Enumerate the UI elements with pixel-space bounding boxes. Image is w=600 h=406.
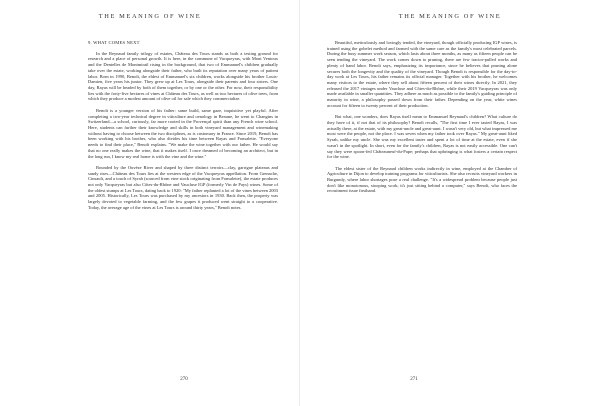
right-page-body	[327, 40, 517, 194]
body-paragraph: Benoît is a younger version of his father: same build, same gaze, inquisitive yet playful. After completing a two-year technical degree in viticulture and oenology in Beaune, he went to Changins in Switzerland—a school, curiously, far more rooted in the Provençal spirit than any French wine school. Here, students can further their knowledge and skills in both vineyard management and winemaking without having to choose between the two disciplines, as is customary in France. Since 2019, Benoît has been working with his brother, who also divides his time between Rayas and Fonsalette. "Everyone needs to find their place," Benoît explains. "We make the wine together with our father. He would say that no one really makes the wine, that it makes itself. I once dreamed of becoming an architect, but in the long run, I know my real home is with the vine and the wine."	[88, 107, 278, 159]
running-head-left: THE MEANING OF WINE	[98, 13, 202, 20]
section-heading: 9. WHAT COMES NEXT	[88, 40, 140, 45]
body-paragraph: Bounded by the Ouvèze River and shaped by three distinct terroirs—clay, garrigue plateaus and sandy rises—Château des Tours lies at the western edge of the Vacqueyras appellation. From Grenache, Cinsault, and a touch of Syrah (sourced from vine stock originating from Fonsalette), the estate produces not only Vacqueyras but also Côtes-du-Rhône and Vaucluse IGP (formerly Vin de Pays) wines. Some of the oldest stumps at Les Tours, dating back to 1920: "My father replanted a lot of the vines between 2003 and 2005. Historically, Les Tours was purchased by my ancestors in 1930. Back then, the property was largely devoted to vegetable farming, and the few grapes it produced went straight to a cooperative. Today, the average age of the vines at Les Tours is around thirty years," Benoît notes.	[88, 164, 278, 210]
running-head-right: THE MEANING OF WINE	[398, 13, 502, 20]
body-paragraph: In the Reynaud family trilogy of estates, Château des Tours stands as both a testing ground for research and a place of personal growth. It is here, in the commune of Vacqueyras, with Mont Ventoux and the Dentelles de Montmirail rising in the background, that two of Emmanuel's children gradually take over the estate, working alongside their father, who built its reputation over many years of patient labor. Born in 1990, Benoît, the eldest of Emmanuel's six children, works alongside his brother Louis-Damien, five years his junior. They grew up at Les Tours, alongside their parents and four sisters. One day, Rayas will be headed by both of them together, or by one or the other. For now, their responsibility lies with the forty-five hectares of vines at Château des Tours, as well as two hectares of olive trees, from which they produce a modest amount of olive oil for sale which they commercialize.	[88, 50, 278, 102]
body-paragraph: But what, one wonders, does Rayas itself mean to Emmanuel Reynaud's children? What culture do they have of it, if not that of its philosophy? Benoît recalls, "The first time I ever tasted Rayas, I was actually there, at the estate, with my great-uncle and great-aunt. I wasn't very old, but what impressed me most were the people, not the place. I was seven when my father took over Rayas." My great-aunt liked Syrah, unlike my uncle. She was my excellent taster and spent a lot of time at the estate, even if she wasn't in the spotlight. In short, even for the family's children, Rayas is not easily accessible. One can't say they were spoon-fed Châteauneuf-du-Pape; perhaps that upbringing is what fosters a certain respect for the wine.	[327, 114, 517, 160]
page-number-right: 271	[410, 377, 418, 382]
body-paragraph: Beautiful, meticulously and lovingly tended, the vineyard, though officially producing IGP wines, is trained using the gobelet method and farmed with the same care as the family's most celebrated parcels. During the busy summer work season, which lasts about three months, as many as fifteen people can be seen tending the vineyard. The work comes down to pruning, there are few tractor-pulled works and plenty of hand labor. Benoît says, emphasizing its importance, since he believes that pruning alone secures both the longevity and the quality of the vineyard. Though Benoît is responsible for the day-to-day work at Les Tours, his father remains its official manager. Together with his brother, he welcomes many visitors to the estate, where they sell about fifteen percent of their wines directly. In 2021, they released the 2017 vintages under Vaucluse and Côtes-du-Rhône, while their 2019 Vacqueyras was only made available in smaller quantities. They adhere as much as possible to the family's guiding principle of maturity in wine, a philosophy passed down from their father. Depending on the year, white wines account for fifteen to twenty percent of their production.	[327, 40, 517, 108]
left-page-body	[88, 40, 278, 211]
page-number-left: 270	[180, 377, 188, 382]
right-page	[300, 0, 600, 406]
body-paragraph: The eldest sister of the Reynaud children works indirectly in wine, employed at the Chamber of Agriculture in Dijon to develop training programs for viticulturists. She also recruits vineyard workers in Burgundy, where labor shortages pose a real challenge. "It's a widespread problem because people just don't like monotonous, stooping work; it's just sitting behind a computer," says Benoît, who faces the recruitment issue firsthand.	[327, 165, 517, 194]
